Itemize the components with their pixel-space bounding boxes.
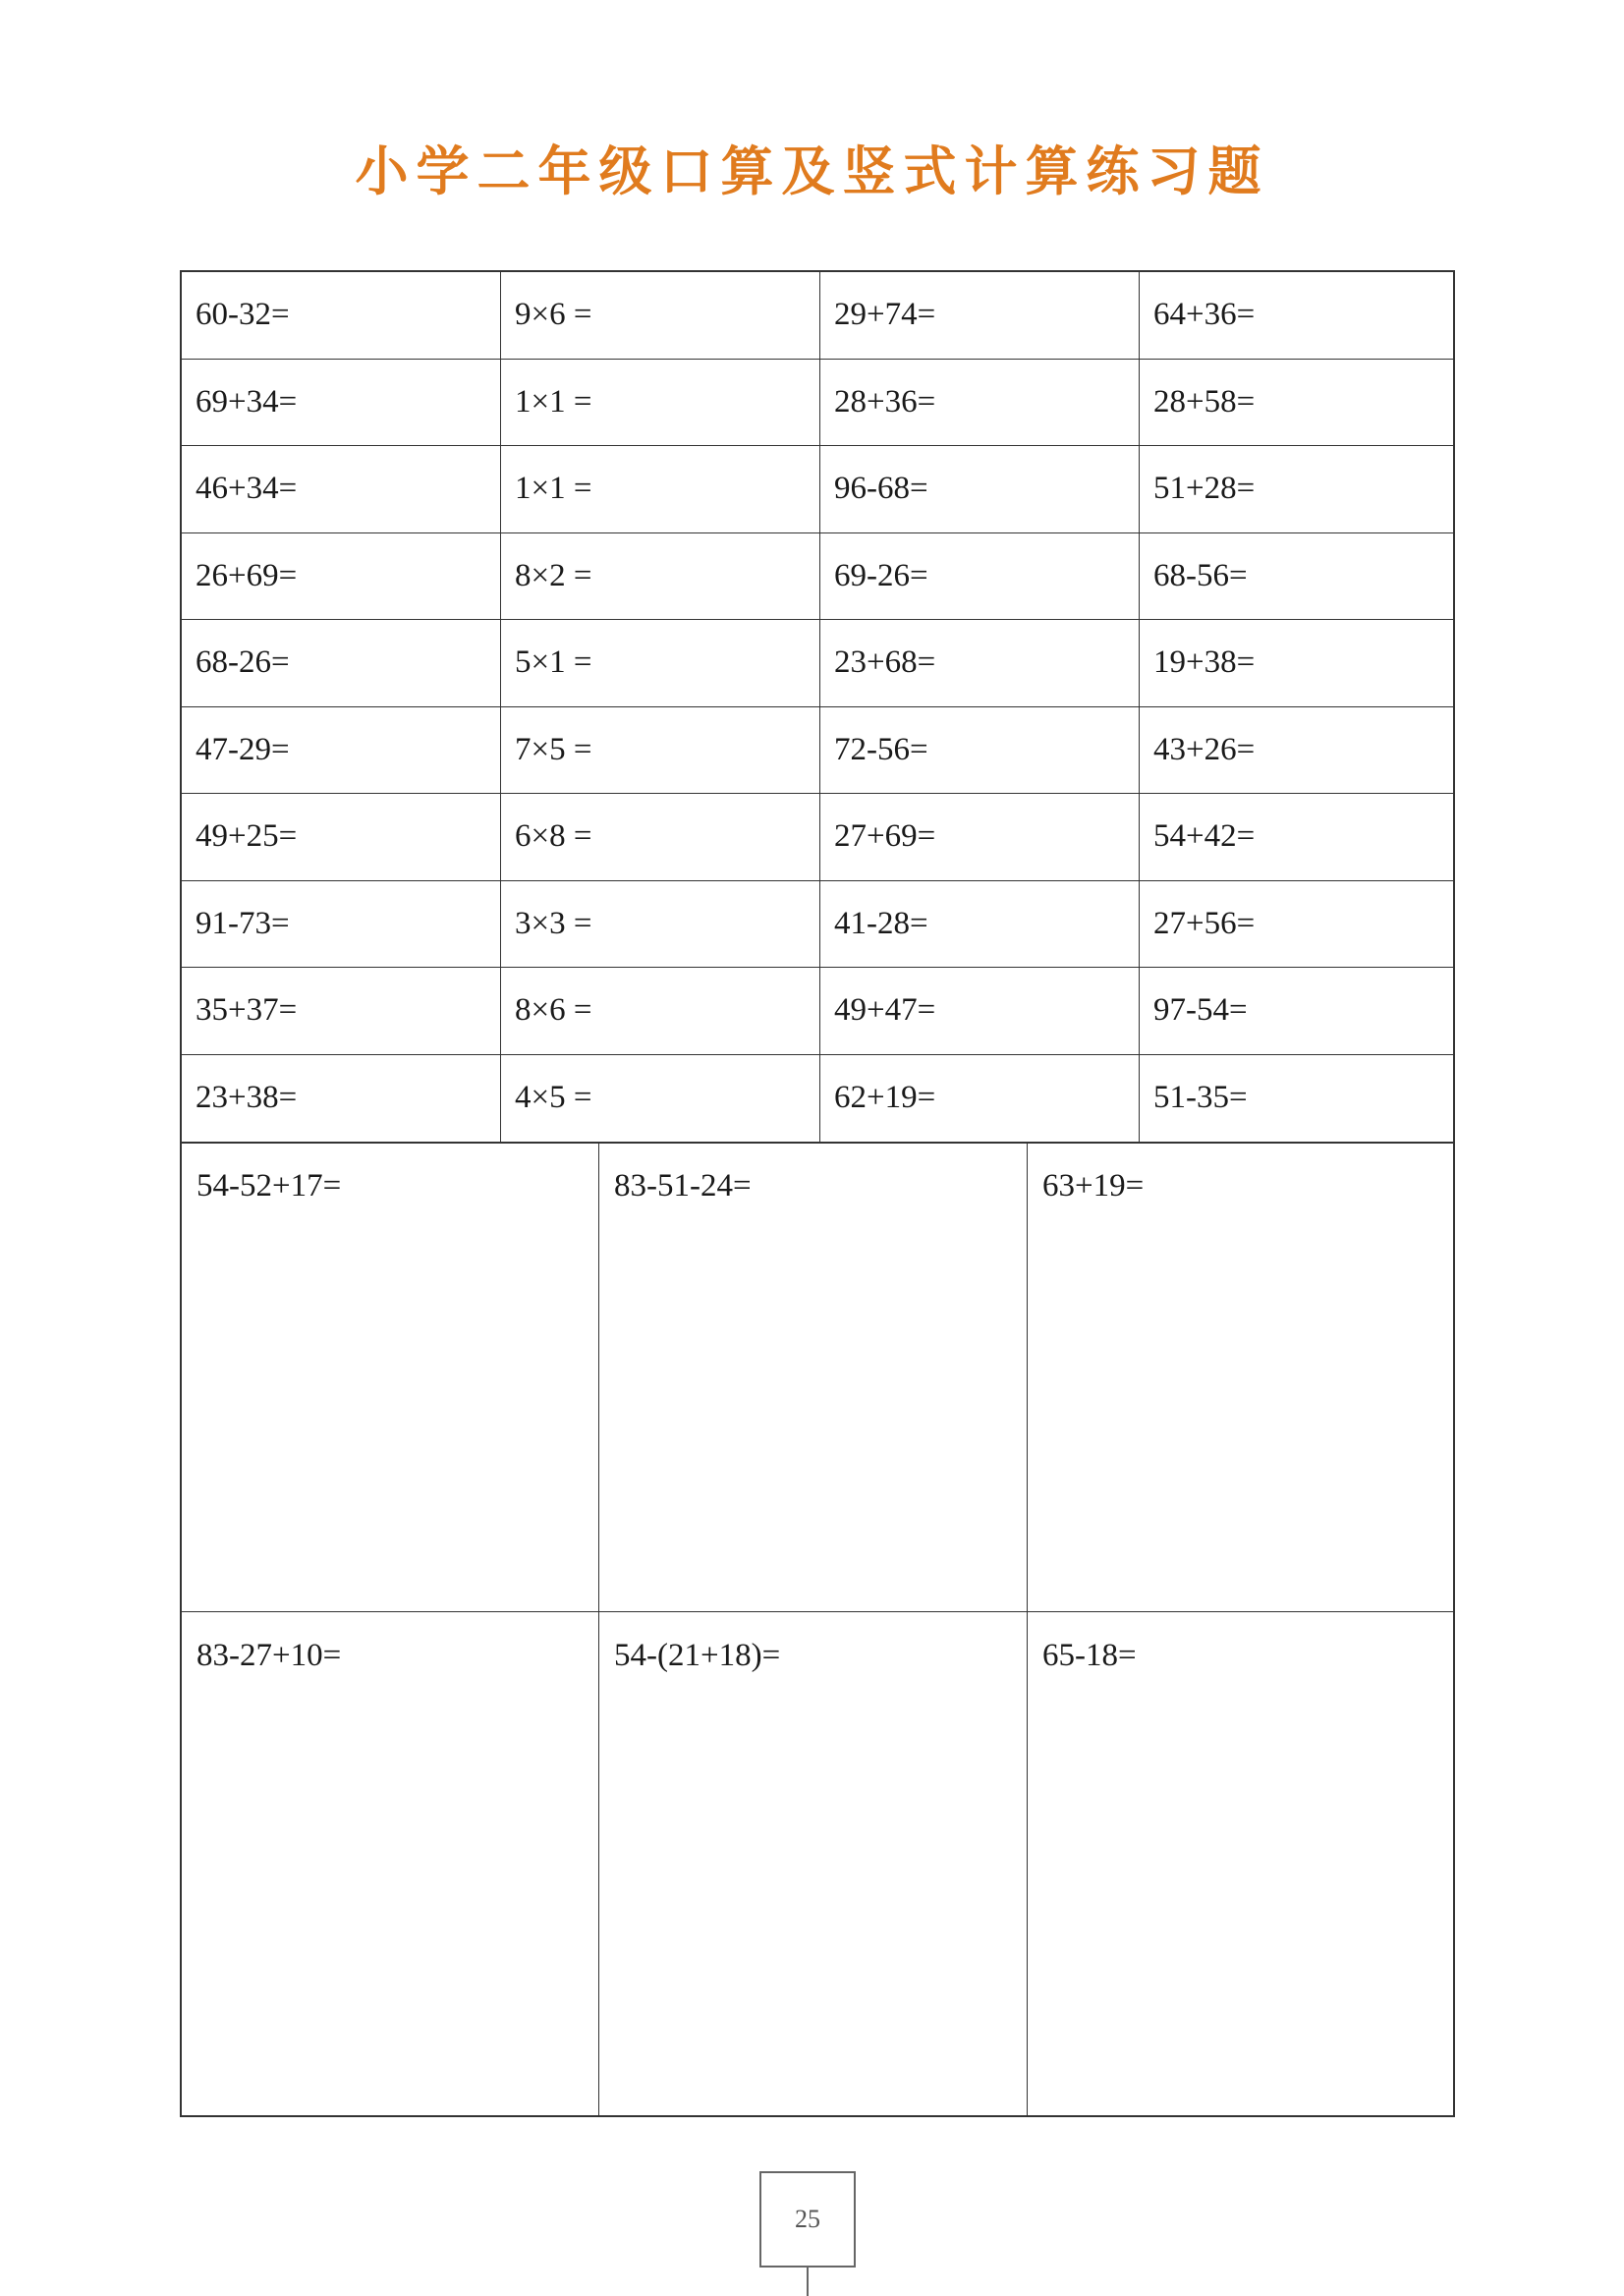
oral-problem-cell: 69-26=: [820, 533, 1140, 621]
oral-problem-cell: 1×1 =: [501, 360, 820, 447]
oral-problem-cell: 51+28=: [1140, 446, 1453, 533]
oral-problem-cell: 26+69=: [182, 533, 501, 621]
vertical-problem-cell: 54-(21+18)=: [599, 1612, 1028, 2115]
oral-problem-cell: 23+38=: [182, 1055, 501, 1143]
oral-problem-cell: 47-29=: [182, 707, 501, 795]
oral-problem-cell: 49+47=: [820, 968, 1140, 1055]
oral-problem-cell: 68-56=: [1140, 533, 1453, 621]
oral-problem-cell: 69+34=: [182, 360, 501, 447]
vertical-problem-cell: 63+19=: [1028, 1143, 1453, 1612]
oral-problem-cell: 28+36=: [820, 360, 1140, 447]
oral-problem-cell: 54+42=: [1140, 794, 1453, 881]
oral-problem-cell: 4×5 =: [501, 1055, 820, 1143]
oral-problem-cell: 3×3 =: [501, 881, 820, 969]
oral-problem-cell: 8×6 =: [501, 968, 820, 1055]
oral-problem-cell: 8×2 =: [501, 533, 820, 621]
vertical-calculation-table: [180, 1143, 1455, 2117]
oral-problem-cell: 51-35=: [1153, 1080, 1248, 1116]
oral-problem-cell: 35+37=: [182, 968, 501, 1055]
oral-problem-cell: 5×1 =: [501, 620, 820, 707]
oral-problem-cell: 1×1 =: [501, 446, 820, 533]
oral-problem-cell: 68-26=: [182, 620, 501, 707]
page-number-box: [759, 2171, 856, 2268]
oral-problem-cell: 96-68=: [820, 446, 1140, 533]
oral-problem-cell: 64+36=: [1140, 272, 1453, 360]
page-number-stem: [807, 2268, 809, 2296]
oral-problem-cell: 72-56=: [820, 707, 1140, 795]
vertical-problem-cell: 54-52+17=: [182, 1143, 599, 1612]
oral-problem-cell: 9×6 =: [501, 272, 820, 360]
oral-problem-cell: 19+38=: [1140, 620, 1453, 707]
oral-problem-cell: 60-32=: [182, 272, 501, 360]
oral-problem-cell: 43+26=: [1140, 707, 1453, 795]
vertical-problem-cell: 83-51-24=: [599, 1143, 1028, 1612]
oral-calculation-table: [180, 270, 1455, 1144]
oral-problem-cell: 49+25=: [182, 794, 501, 881]
oral-problem-cell: 97-54=: [1140, 968, 1453, 1055]
page-title: 小学二年级口算及竖式计算练习题: [355, 140, 1269, 202]
oral-problem-cell: 6×8 =: [501, 794, 820, 881]
vertical-problem-cell: 65-18=: [1042, 1638, 1137, 1673]
oral-problem-cell: 91-73=: [182, 881, 501, 969]
oral-problem-cell: 23+68=: [820, 620, 1140, 707]
oral-problem-cell: 62+19=: [820, 1055, 1140, 1143]
oral-problem-cell: 27+56=: [1140, 881, 1453, 969]
oral-problem-cell: 41-28=: [820, 881, 1140, 969]
oral-problem-cell: 7×5 =: [501, 707, 820, 795]
oral-problem-cell: 28+58=: [1140, 360, 1453, 447]
page-number: 25: [795, 2205, 820, 2233]
oral-problem-cell: 29+74=: [820, 272, 1140, 360]
vertical-problem-cell: 83-27+10=: [182, 1612, 599, 2115]
oral-problem-cell: 46+34=: [182, 446, 501, 533]
oral-problem-cell: 27+69=: [820, 794, 1140, 881]
